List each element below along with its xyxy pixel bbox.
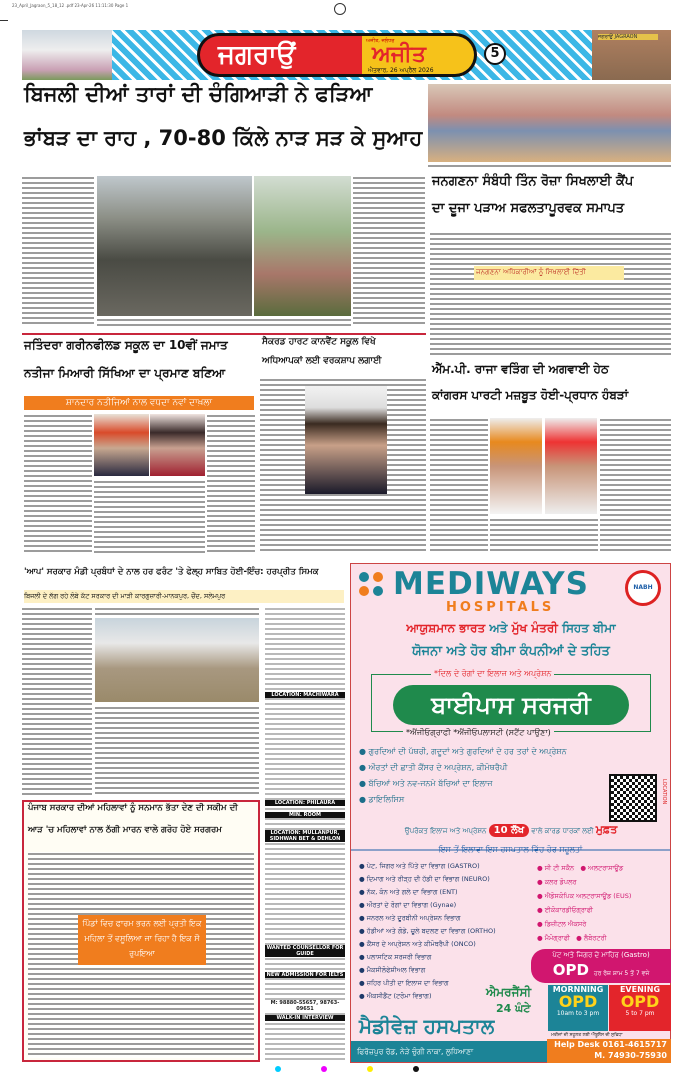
masthead-date: ਐਤਵਾਰ, 26 ਅਪ੍ਰੈਲ 2026 xyxy=(368,67,434,74)
convent-headline-line1: ਸੈਕਰਡ ਹਾਰਟ ਕਾਨਵੈਂਟ ਸਕੂਲ ਵਿਖੇ xyxy=(262,337,376,347)
page-number: 5 xyxy=(484,43,506,65)
lead-headline-line1: ਬਿਜਲੀ ਦੀਆਂ ਤਾਰਾਂ ਦੀ ਚੰਗਿਆੜੀ ਨੇ ਫੜਿਆ xyxy=(24,82,373,106)
gastro-title: ਪੇਟ ਅਤੇ ਜਿਗਰ ਦੇ ਮਾਹਿਰ (Gastro) xyxy=(552,951,650,959)
address-bar: ਫਿਰੋਜ਼ਪੁਰ ਰੋਡ, ਨੇੜੇ ਚੁੰਗੀ ਨਾਕਾ, ਲੁਧਿਆਣਾ xyxy=(351,1041,547,1062)
department-item: ● ਔਰਤਾਂ ਦੇ ਰੋਗਾਂ ਦਾ ਵਿਭਾਗ (Gynae) xyxy=(359,901,457,909)
masthead xyxy=(22,30,671,80)
nabh-seal: NABH xyxy=(625,570,661,606)
free-text-c: ਮੁਫ਼ਤ xyxy=(595,823,618,836)
congress-photo-1 xyxy=(490,418,542,514)
convent-headline-line2: ਅਧਿਆਪਕਾਂ ਲਈ ਵਰਕਸ਼ਾਪ ਲਗਾਈ xyxy=(262,356,382,366)
census-highlight: ਜਨਗਣਨਾ ਅਧਿਕਾਰੀਆਂ ਨੂੰ ਸਿਖਲਾਈ ਦਿੱਤੀ xyxy=(474,266,624,280)
print-slug: 23_April_Jagraon_5_18_12 .pdf 23-Apr-26 11:11:30 Page 1 xyxy=(12,3,129,8)
service-item: ● ਮੈਮੋਗ੍ਰਾਫੀ xyxy=(537,934,570,942)
school-body-col3 xyxy=(94,480,205,554)
registration-mark xyxy=(334,3,346,15)
census-caption xyxy=(428,164,671,170)
directory-item: WALK-IN INTERVIEW xyxy=(265,1015,345,1021)
emergency-hours: 24 ਘੰਟੇ xyxy=(496,1002,531,1015)
ad-bullets xyxy=(359,744,604,808)
insurance-text: ਸਿਹਤ ਬੀਮਾ xyxy=(562,621,616,635)
lead-photo-fire xyxy=(97,176,252,316)
angio-line: *ਐਂਜੀਓਗ੍ਰਾਫੀ *ਐਂਜੀਓਪਲਾਸਟੀ (ਸਟੈਂਟ ਪਾਉਣਾ) xyxy=(403,728,554,738)
directory-item: LOCATION: MULLANPUR, SIDHWAN BET & DEHLON xyxy=(265,830,345,842)
hospital-name: ਮੈਡੀਵੇਜ਼ ਹਸਪਤਾਲ xyxy=(359,1014,495,1038)
congress-body-col1 xyxy=(430,418,488,554)
lead-photo-caption xyxy=(97,318,351,328)
evening-label: EVENING xyxy=(619,985,661,994)
congress-headline-line1: ਐੱਮ.ਪੀ. ਰਾਜਾ ਵੜਿੰਗ ਦੀ ਅਗਵਾਈ ਹੇਠ xyxy=(432,362,609,376)
masthead-small-label: ਅਜੀਤ, ਜਲੰਧਰ xyxy=(366,38,395,44)
directory-item: LOCATION: PHILAURA xyxy=(265,800,345,806)
aap-body-col2 xyxy=(95,706,259,796)
directory-phone: M: 98880-55657, 98763-09651 xyxy=(265,1000,345,1012)
free-line xyxy=(357,823,665,837)
aap-body-col1 xyxy=(22,607,92,797)
masthead-city: ਜਗਰਾਉਂ xyxy=(218,40,296,70)
service-item: ● ਲੈਬੋਰਟਰੀ xyxy=(576,934,607,942)
women-headline-line1: ਪੰਜਾਬ ਸਰਕਾਰ ਦੀਆਂ ਮਹਿਲਾਵਾਂ ਨੂੰ ਸਨਮਾਨ ਭੱਤਾ ਦੇਣ ਦੀ ਸਕੀਮ ਦੀ xyxy=(28,803,238,813)
women-pullquote: ਪਿੰਡਾਂ ਵਿਚ ਫਾਰਮ ਭਰਨ ਲਈ ਪ੍ਰਤੀ ਇਕ ਮਹਿਲਾ ਤੋਂ ਵਸੂਲਿਆ ਜਾ ਰਿਹਾ ਹੈ ਇਕ ਸੌ ਰੁਪਇਆ xyxy=(78,915,206,965)
department-item: ● ਜਨਰਲ ਅਤੇ ਦੂਰਬੀਨੀ ਅਪ੍ਰੇਸ਼ਨ ਵਿਭਾਗ xyxy=(359,914,461,922)
emergency-label: ਐਮਰਜੈਂਸੀ xyxy=(486,985,532,999)
congress-body-col3 xyxy=(490,518,598,554)
service-item: ● ਅਲਟਰਾਸਾਊਂਡ xyxy=(580,864,624,872)
mediways-brand-sub: HOSPITALS xyxy=(446,600,555,615)
aap-subheadline: ਬਿਜਲੀ ਦੇ ਲੱਗ ਰਹੇ ਲੰਬੇ ਕੱਟ ਸਰਕਾਰ ਦੀ ਮਾੜੀ ਕਾਰਗੁਜ਼ਾਰੀ-ਮਾਨਕਪੁਰ, ਚੌਂਦ, ਸਲੇਮਪੁਰ xyxy=(24,590,344,603)
service-item: ● ਡਿਜ਼ੀਟਲ ਐਕਸਰੇ xyxy=(537,920,587,928)
heart-line: *ਦਿਲ ਦੇ ਰੋਗਾਂ ਦਾ ਇਲਾਜ ਅਤੇ ਅਪ੍ਰੇਸ਼ਨ xyxy=(431,669,554,679)
free-text-b: ਵਾਲੇ ਕਾਰਡ ਧਾਰਕਾਂ ਲਈ xyxy=(531,827,594,835)
service-list xyxy=(537,861,669,945)
morning-opd-text: OPD xyxy=(558,992,598,1011)
school-photo-1 xyxy=(94,414,149,476)
directory-item: MIN. ROOM xyxy=(265,812,345,818)
department-item: ● ਜ਼ਹਿਰ ਪੀਤੀ ਦਾ ਇਲਾਜ ਦਾ ਵਿਭਾਗ xyxy=(359,979,449,987)
lead-headline-line2: ਭਾਂਬੜ ਦਾ ਰਾਹ , 70-80 ਕਿੱਲੇ ਨਾੜ ਸੜ ਕੇ ਸੁਆਹ xyxy=(24,126,423,150)
sign-text: ਜਗਰਾਉਂ JAGRAON xyxy=(598,34,658,40)
census-headline-line2: ਦਾ ਦੂਜਾ ਪੜਾਅ ਸਫਲਤਾਪੂਰਵਕ ਸਮਾਪਤ xyxy=(432,201,625,216)
bullet-item: ● ਬੱਚਿਆਂ ਅਤੇ ਨਵ-ਜਨਮੇ ਬੱਚਿਆਂ ਦਾ ਇਲਾਜ xyxy=(359,779,493,788)
aap-body-top xyxy=(95,607,259,616)
helpdesk-phone: Help Desk 0161-4615717 xyxy=(554,1040,667,1049)
aap-photo xyxy=(95,618,259,702)
gastro-opd: OPD xyxy=(552,961,589,979)
divider xyxy=(22,333,426,335)
qr-code xyxy=(609,774,657,822)
department-item: ● ਨੱਕ, ਕੰਨ ਅਤੇ ਗਲੇ ਦਾ ਵਿਭਾਗ (ENT) xyxy=(359,888,458,896)
morning-label: MORNNING xyxy=(552,985,604,994)
service-item: ● ਸੀ ਟੀ ਸਕੈਨ xyxy=(537,864,575,872)
directory-item: NEW ADMISSION FOR IELTS xyxy=(266,972,344,978)
women-headline-line2: ਆੜ 'ਚ ਮਹਿਲਾਵਾਂ ਨਾਲ ਠੱਗੀ ਮਾਰਨ ਵਾਲੇ ਗਰੋਹ ਹੋਏ ਸਰਗਰਮ xyxy=(28,825,222,835)
lead-body-col2 xyxy=(353,176,425,326)
department-item: ● ਦਿਮਾਗ ਅਤੇ ਰੀੜ੍ਹ ਦੀ ਹੱਡੀ ਦਾ ਵਿਭਾਗ (NEURO) xyxy=(359,875,490,883)
facilities-title: ਇਸ ਤੋਂ ਇਲਾਵਾ ਇਸ ਹਸਪਤਾਲ ਵਿੱਚ ਹੋਰ ਸਹੂਲਤਾਂ xyxy=(351,845,670,855)
school-body-col1 xyxy=(24,414,92,554)
ad-line1 xyxy=(357,621,665,636)
ad-line2: ਯੋਜਨਾ ਅਤੇ ਹੋਰ ਬੀਮਾ ਕੰਪਨੀਆਂ ਦੇ ਤਹਿਤ xyxy=(412,644,610,659)
mediways-brand: MEDIWAYS xyxy=(393,566,589,602)
mobile-phone: M. 74930-75930 xyxy=(594,1051,667,1060)
mediways-ad xyxy=(350,563,671,1063)
masthead-paper: ਅਜੀਤ xyxy=(372,42,426,67)
free-text-a: ਉਪਰੋਕਤ ਇਲਾਜ ਅਤੇ ਅਪ੍ਰੇਸ਼ਨ xyxy=(404,827,487,835)
mediways-logo-icon xyxy=(359,572,387,600)
department-list xyxy=(359,860,534,1003)
masthead-photo-right xyxy=(592,30,671,80)
lead-photo-people xyxy=(254,176,351,316)
bullet-item: ● ਡਾਇਲਿਸਿਸ xyxy=(359,795,405,804)
gastro-time: ਹਰ ਰੋਜ਼ ਸ਼ਾਮ 5 ਤੋਂ 7 ਵਜੇ xyxy=(594,970,650,977)
color-registration-bar xyxy=(22,1066,671,1072)
school-headline-line2: ਨਤੀਜਾ ਮਿਆਰੀ ਸਿੱਖਿਆ ਦਾ ਪ੍ਰਮਾਣ ਬਣਿਆ xyxy=(24,366,226,380)
cm-text: ਮੁੱਖ ਮੰਤਰੀ xyxy=(511,621,558,635)
ayushman-text: ਆਯੁਸ਼ਮਾਨ ਭਾਰਤ xyxy=(406,621,486,635)
service-item: ● ਐਂਡੋਸਕੋਪਿਕ ਅਲਟਰਾਸਾਊਂਡ (EUS) xyxy=(537,892,632,900)
department-item: ● ਮੈਕਸੀਲੋਫੇਸ਼ੀਅਲ ਵਿਭਾਗ xyxy=(359,966,426,974)
department-item: ● ਐਕਸੀਡੈਂਟ (ਟਰੋਮਾ ਵਿਭਾਗ) xyxy=(359,992,432,1000)
bullet-item: ● ਗੁਰਦਿਆਂ ਦੀ ਪੱਥਰੀ, ਗਦੂਦਾਂ ਅਤੇ ਗੁਰਦਿਆਂ ਦੇ ਹਰ ਤਰਾਂ ਦੇ ਅਪ੍ਰੇਸ਼ਨ xyxy=(359,747,567,756)
school-headline-line1: ਜਤਿੰਦਰਾ ਗਰੀਨਫੀਲਡ ਸਕੂਲ ਦਾ 10ਵੀਂ ਜਮਾਤ xyxy=(24,338,228,352)
congress-photo-2 xyxy=(545,418,597,514)
bullet-item: ● ਔਰਤਾਂ ਦੀ ਛਾਤੀ ਕੈਂਸਰ ਦੇ ਅਪ੍ਰੇਸ਼ਨ, ਕੀਮੋਥਰੈਪੀ xyxy=(359,763,508,772)
evening-time: 5 to 7 pm xyxy=(625,1010,655,1017)
convent-photo xyxy=(305,386,387,494)
congress-body-col2 xyxy=(600,418,671,554)
morning-time: 10am to 3 pm xyxy=(556,1010,600,1017)
masthead-city-pill xyxy=(197,33,362,77)
department-item: ● ਹੱਡੀਆਂ ਅਤੇ ਗੋਡੇ, ਚੂਲੇ ਬਦਲਣ ਦਾ ਵਿਭਾਗ (ORTHO) xyxy=(359,927,496,935)
gastro-box xyxy=(531,949,671,983)
directory-item: LOCATION: MACHIWARA xyxy=(265,692,345,698)
and-text: ਅਤੇ xyxy=(489,621,508,635)
aap-headline: 'ਆਪ' ਸਰਕਾਰ ਮੰਡੀ ਪ੍ਰਬੰਧਾਂ ਦੇ ਨਾਲ ਹਰ ਫਰੰਟ 'ਤੇ ਫੇਲ੍ਹ ਸਾਬਿਤ ਹੋਈ-ਇੰਚ: ਹਰਪ੍ਰੀਤ ਸਿਮਕ xyxy=(24,567,319,577)
morning-opd xyxy=(548,985,608,1031)
school-banner: ਸ਼ਾਨਦਾਰ ਨਤੀਜਿਆਂ ਨਾਲ ਵਧਦਾ ਨਵਾਂ ਦਾਖ਼ਲਾ xyxy=(24,396,254,410)
service-item: ● ਕਲਰ ਡੋਪਲਰ xyxy=(537,878,577,886)
census-photo xyxy=(428,84,671,162)
free-amount-badge: 10 ਲੱਖ xyxy=(489,824,530,837)
school-photo-2 xyxy=(150,414,205,476)
department-item: ● ਕੈਂਸਰ ਦੇ ਅਪ੍ਰੇਸ਼ਨ ਅਤੇ ਕੀਮੋਥਰੈਪੀ (ONCO) xyxy=(359,940,476,948)
department-item: ● ਪਲਾਸਟਿਕ ਸਰਜਰੀ ਵਿਭਾਗ xyxy=(359,953,432,961)
directory-item: WANTED COUNSELLOR FOR GUIDE xyxy=(266,945,344,957)
lead-body-col1 xyxy=(22,176,94,326)
school-body-col2 xyxy=(207,414,255,554)
census-headline-line1: ਜਨਗਣਨਾ ਸੰਬੰਧੀ ਤਿੰਨ ਰੋਜ਼ਾ ਸਿਖਲਾਈ ਕੈਂਪ xyxy=(432,174,634,189)
department-item: ● ਪੇਟ, ਜਿਗਰ ਅਤੇ ਪਿੱਤੇ ਦਾ ਵਿਭਾਗ (GASTRO) xyxy=(359,862,480,870)
crop-line xyxy=(0,20,8,21)
service-item: ● ਈਕੋਕਾਰਡੀਓਗ੍ਰਾਫੀ xyxy=(537,906,593,914)
ambulance-note: ਮਰੀਜ਼ਾਂ ਦੀ ਸਹੂਲਤ ਲਈ ਐਂਬੂਲੈਂਸ ਦੀ ਸੁਵਿਧਾ xyxy=(551,1033,623,1038)
qr-label: LOCATION xyxy=(661,779,667,805)
census-body xyxy=(430,232,671,358)
masthead-paper-pill xyxy=(362,33,477,77)
bypass-pill: ਬਾਈਪਾਸ ਸਰਜਰੀ xyxy=(393,685,629,725)
congress-headline-line2: ਕਾਂਗਰਸ ਪਾਰਟੀ ਮਜ਼ਬੂਤ ਹੋਈ-ਪ੍ਰਧਾਨ ਹੰਬੜਾਂ xyxy=(432,388,629,402)
evening-opd xyxy=(609,985,671,1031)
helpdesk-box xyxy=(547,1039,671,1063)
masthead-photo-left xyxy=(22,30,112,80)
evening-opd-text: OPD xyxy=(620,992,660,1011)
